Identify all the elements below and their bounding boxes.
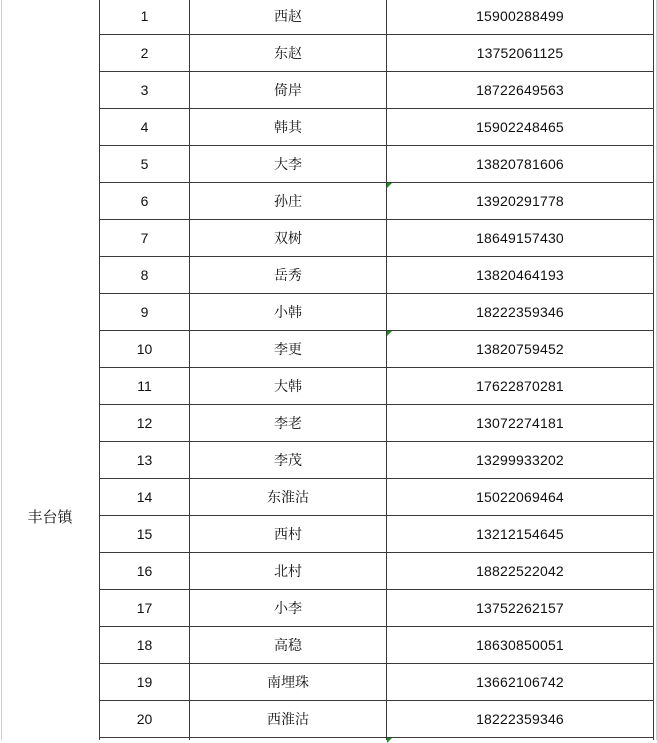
phone-number-cell[interactable]	[387, 293, 653, 330]
village-name-cell[interactable]	[190, 0, 386, 34]
phone-number-text: 13752061125	[476, 44, 564, 61]
village-name-cell[interactable]	[190, 515, 386, 552]
row-number-text: 1	[140, 7, 149, 24]
village-name-text: 大李	[274, 156, 302, 173]
row-number-text: 19	[136, 673, 153, 690]
row-number-text: 14	[136, 488, 153, 505]
row-number-cell[interactable]	[100, 441, 189, 478]
row-number-text: 8	[140, 266, 149, 283]
sheet-left-gridline	[1, 0, 2, 740]
phone-number-cell[interactable]	[387, 478, 653, 515]
phone-number-cell[interactable]	[387, 626, 653, 663]
column-divider	[653, 0, 654, 740]
row-number-cell[interactable]	[100, 71, 189, 108]
phone-number-cell[interactable]	[387, 256, 653, 293]
town-name: 丰台镇	[27, 507, 73, 526]
phone-number-cell[interactable]	[387, 34, 653, 71]
village-name-text: 西淮沽	[267, 711, 309, 728]
phone-number-text: 13820759452	[476, 340, 564, 357]
row-number-cell[interactable]	[100, 700, 189, 737]
phone-number-cell[interactable]	[387, 404, 653, 441]
village-name-cell[interactable]	[190, 478, 386, 515]
village-name-cell[interactable]	[190, 108, 386, 145]
phone-number-text: 17622870281	[476, 377, 564, 394]
phone-number-cell[interactable]	[387, 108, 653, 145]
village-name-text: 李老	[274, 415, 302, 432]
village-name-text: 南埋珠	[267, 674, 309, 691]
row-number-text: 15	[136, 525, 153, 542]
row-number-text: 17	[136, 599, 153, 616]
row-number-cell[interactable]	[100, 256, 189, 293]
village-name-cell[interactable]	[190, 404, 386, 441]
village-name-cell[interactable]	[190, 293, 386, 330]
village-name-cell[interactable]	[190, 552, 386, 589]
phone-number-text: 13752262157	[476, 599, 564, 616]
village-name-text: 东淮沽	[267, 489, 309, 506]
row-number-text: 11	[137, 377, 152, 394]
row-number-text: 10	[136, 340, 153, 357]
village-name-cell[interactable]	[190, 441, 386, 478]
phone-number-cell[interactable]	[387, 0, 653, 34]
village-name-text: 大韩	[274, 378, 302, 395]
village-name-text: 李茂	[274, 452, 302, 469]
phone-number-cell[interactable]	[387, 367, 653, 404]
village-name-text: 岳秀	[274, 267, 302, 284]
village-name-cell[interactable]	[190, 145, 386, 182]
village-name-cell[interactable]	[190, 256, 386, 293]
phone-number-text: 13820781606	[476, 155, 564, 172]
row-number-text: 18	[136, 636, 153, 653]
row-number-cell[interactable]	[100, 34, 189, 71]
row-number-cell[interactable]	[100, 552, 189, 589]
phone-number-cell[interactable]	[387, 589, 653, 626]
row-number-text: 6	[140, 192, 149, 209]
village-name-text: 小韩	[274, 304, 302, 321]
row-number-cell[interactable]	[100, 108, 189, 145]
phone-number-text: 18630850051	[476, 636, 564, 653]
village-name-text: 倚岸	[274, 82, 302, 99]
row-number-cell[interactable]	[100, 663, 189, 700]
phone-number-cell[interactable]	[387, 441, 653, 478]
row-number-text: 3	[140, 81, 149, 98]
row-number-text: 5	[140, 155, 149, 172]
village-name-text: 双树	[274, 230, 302, 247]
town-name-cell[interactable]	[2, 497, 98, 535]
village-name-text: 韩其	[274, 119, 302, 136]
row-number-text: 12	[136, 414, 153, 431]
row-number-cell[interactable]	[100, 145, 189, 182]
village-name-cell[interactable]	[190, 626, 386, 663]
phone-number-text: 18822522042	[476, 562, 564, 579]
phone-number-text: 18649157430	[476, 229, 564, 246]
phone-number-cell[interactable]	[387, 663, 653, 700]
village-name-cell[interactable]	[190, 330, 386, 367]
row-number-text: 13	[136, 451, 153, 468]
row-number-cell[interactable]	[100, 367, 189, 404]
row-number-cell[interactable]	[100, 182, 189, 219]
village-name-cell[interactable]	[190, 182, 386, 219]
village-name-text: 北村	[274, 563, 302, 580]
village-name-text: 李更	[274, 341, 302, 358]
village-name-cell[interactable]	[190, 663, 386, 700]
row-number-cell[interactable]	[100, 219, 189, 256]
phone-number-text: 13299933202	[476, 451, 564, 468]
phone-number-cell[interactable]	[387, 330, 653, 367]
phone-number-text: 15900288499	[476, 7, 564, 24]
phone-number-text: 13920291778	[476, 192, 564, 209]
village-name-cell[interactable]	[190, 589, 386, 626]
village-name-text: 小李	[274, 600, 302, 617]
village-name-text: 东赵	[274, 45, 302, 62]
row-number-text: 9	[140, 303, 149, 320]
village-name-text: 西村	[274, 526, 302, 543]
row-number-cell[interactable]	[100, 515, 189, 552]
phone-number-text: 18222359346	[476, 303, 564, 320]
row-number-text: 20	[136, 710, 153, 727]
row-number-text: 2	[140, 44, 149, 61]
row-number-text: 7	[140, 229, 149, 246]
cell-error-marker-icon	[387, 738, 392, 743]
phone-number-text: 13662106742	[476, 673, 564, 690]
row-divider	[99, 737, 654, 738]
row-number-cell[interactable]	[100, 0, 189, 34]
phone-number-text: 15022069464	[476, 488, 564, 505]
village-name-cell[interactable]	[190, 367, 386, 404]
phone-number-cell[interactable]	[387, 145, 653, 182]
phone-number-cell[interactable]	[387, 552, 653, 589]
village-name-text: 高稳	[274, 637, 302, 654]
row-number-cell[interactable]	[100, 404, 189, 441]
village-name-cell[interactable]	[190, 700, 386, 737]
phone-number-cell[interactable]	[387, 182, 653, 219]
phone-number-text: 13072274181	[476, 414, 564, 431]
village-name-text: 孙庄	[274, 193, 302, 210]
village-name-cell[interactable]	[190, 71, 386, 108]
row-number-cell[interactable]	[100, 478, 189, 515]
phone-number-text: 15902248465	[476, 118, 564, 135]
village-name-text: 西赵	[274, 8, 302, 25]
row-number-cell[interactable]	[100, 293, 189, 330]
phone-number-cell[interactable]	[387, 71, 653, 108]
phone-number-cell[interactable]	[387, 700, 653, 737]
phone-number-text: 18222359346	[476, 710, 564, 727]
phone-number-cell[interactable]	[387, 515, 653, 552]
row-number-cell[interactable]	[100, 589, 189, 626]
row-number-text: 4	[140, 118, 149, 135]
phone-number-text: 18722649563	[476, 81, 564, 98]
village-name-cell[interactable]	[190, 219, 386, 256]
row-number-text: 16	[136, 562, 153, 579]
phone-number-text: 13212154645	[476, 525, 564, 542]
phone-number-cell[interactable]	[387, 219, 653, 256]
row-number-cell[interactable]	[100, 330, 189, 367]
row-number-cell[interactable]	[100, 626, 189, 663]
village-name-cell[interactable]	[190, 34, 386, 71]
phone-number-text: 13820464193	[476, 266, 564, 283]
